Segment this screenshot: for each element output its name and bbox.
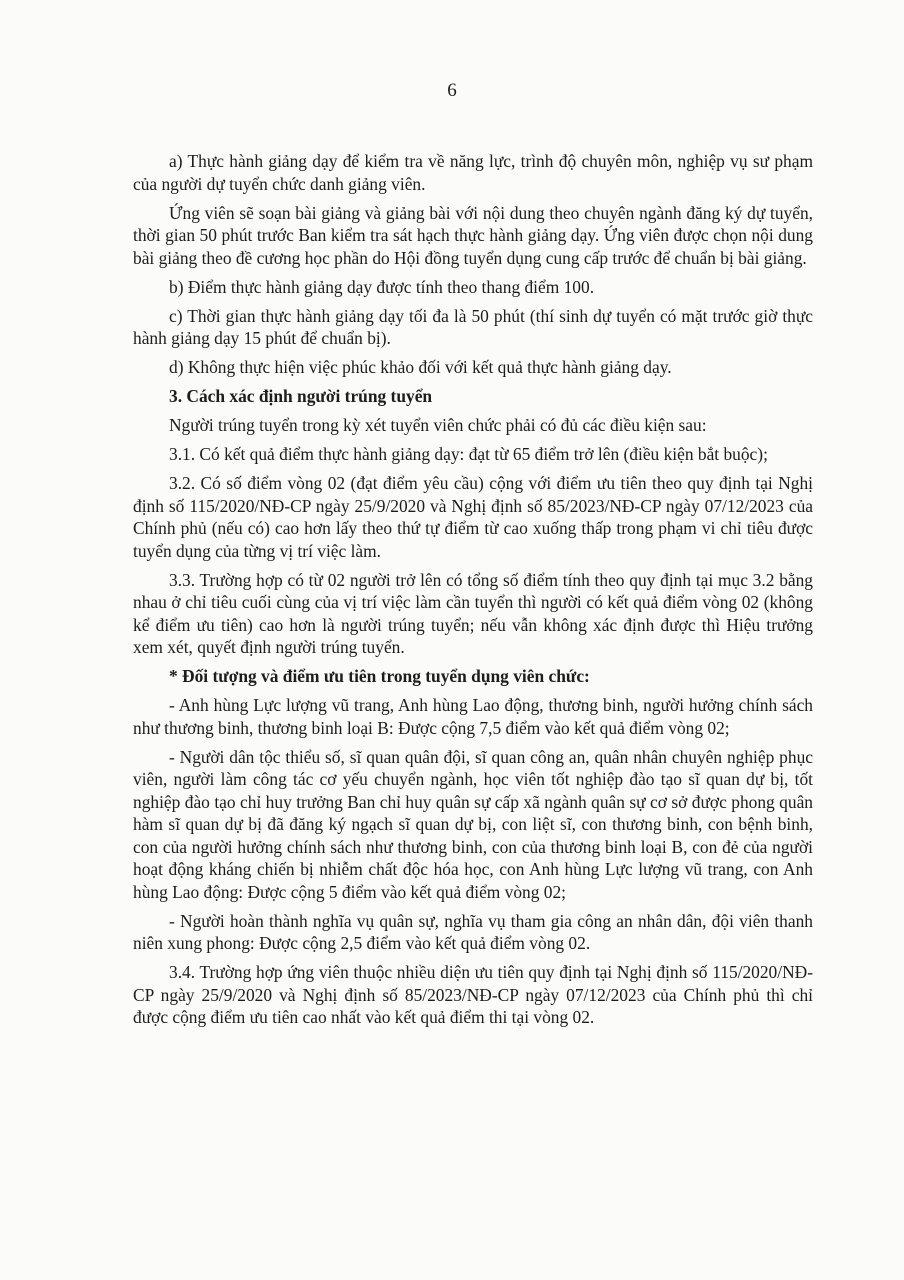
paragraph-d-no-review: d) Không thực hiện việc phúc khảo đối với kết quả thực hành giảng dạy. bbox=[169, 357, 672, 377]
priority-item-7-5-points: - Anh hùng Lực lượng vũ trang, Anh hùng Lao động, thương binh, người hưởng chính sách như thương binh, thương binh loại B: Được cộng 7,5 điểm vào kết quả điểm vòng 02; bbox=[133, 695, 813, 738]
paragraph-3-3: 3.3. Trường hợp có từ 02 người trở lên có tổng số điểm tính theo quy định tại mục 3.2 bằng nhau ở chỉ tiêu cuối cùng của vị trí việc làm cần tuyển thì người có kết quả điểm vòng 02 (không kể điểm ưu tiên) cao hơn là người trúng tuyển; nếu vẫn không xác định được thì Hiệu trưởng xem xét, quyết định người trúng tuyển. bbox=[133, 569, 813, 657]
paragraph-a-teaching-practice: a) Thực hành giảng dạy để kiểm tra về năng lực, trình độ chuyên môn, nghiệp vụ sư phạm của người dự tuyển chức danh giảng viên. bbox=[133, 151, 813, 194]
paragraph-candidate-lecture: Ứng viên sẽ soạn bài giảng và giảng bài với nội dung theo chuyên ngành đăng ký dự tuyển, thời gian 50 phút trước Ban kiểm tra sát hạch thực hành giảng dạy. Ứng viên được chọn nội dung bài giảng theo đề cương học phần do Hội đồng tuyển dụng cung cấp trước để chuẩn bị bài giảng. bbox=[133, 202, 813, 268]
section-heading-3: 3. Cách xác định người trúng tuyển bbox=[169, 386, 433, 406]
priority-item-5-points: - Người dân tộc thiểu số, sĩ quan quân đội, sĩ quan công an, quân nhân chuyên nghiệp phục viên, người làm công tác cơ yếu chuyển ngành, học viên tốt nghiệp đào tạo sĩ quan dự bị, tốt nghiệp đào tạo chỉ huy trưởng Ban chỉ huy quân sự cấp xã ngành quân sự cơ sở được phong quân hàm sĩ quan dự bị đã đăng ký ngạch sĩ quan dự bị, con liệt sĩ, con thương binh, con bệnh binh, con của người hưởng chính sách như thương binh, con của thương binh loại B, con đẻ của người hoạt động kháng chiến bị nhiễm chất độc hóa học, con Anh hùng Lực lượng vũ trang, con Anh hùng Lao động: Được cộng 5 điểm vào kết quả điểm vòng 02; bbox=[133, 746, 813, 902]
priority-item-2-5-points: - Người hoàn thành nghĩa vụ quân sự, nghĩa vụ tham gia công an nhân dân, đội viên thanh niên xung phong: Được cộng 2,5 điểm vào kết quả điểm vòng 02. bbox=[133, 910, 813, 953]
document-body bbox=[133, 150, 813, 1035]
paragraph-c-time-limit: c) Thời gian thực hành giảng dạy tối đa là 50 phút (thí sinh dự tuyển có mặt trước giờ thực hành giảng dạy 15 phút để chuẩn bị). bbox=[133, 305, 813, 348]
priority-heading: * Đối tượng và điểm ưu tiên trong tuyển dụng viên chức: bbox=[169, 666, 590, 686]
paragraph-b-score-scale: b) Điểm thực hành giảng dạy được tính theo thang điểm 100. bbox=[169, 276, 595, 297]
paragraph-3-4: 3.4. Trường hợp ứng viên thuộc nhiều diện ưu tiên quy định tại Nghị định số 115/2020/NĐ-CP ngày 25/9/2020 và Nghị định số 85/2023/NĐ-CP ngày 07/12/2023 của Chính phủ thì chỉ được cộng điểm ưu tiên cao nhất vào kết quả điểm thi tại vòng 02. bbox=[133, 962, 813, 1027]
paragraph-3-1: 3.1. Có kết quả điểm thực hành giảng dạy: đạt từ 65 điểm trở lên (điều kiện bắt buộc); bbox=[169, 444, 768, 464]
paragraph-3-2: 3.2. Có số điểm vòng 02 (đạt điểm yêu cầu) cộng với điểm ưu tiên theo quy định tại Nghị định số 115/2020/NĐ-CP ngày 25/9/2020 và Nghị định số 85/2023/NĐ-CP ngày 07/12/2023 của Chính phủ (nếu có) cao hơn lấy theo thứ tự điểm từ cao xuống thấp trong phạm vi chỉ tiêu được tuyển dụng của từng vị trí việc làm. bbox=[133, 473, 813, 561]
page-number: 6 bbox=[447, 80, 457, 101]
paragraph-conditions-intro: Người trúng tuyển trong kỳ xét tuyển viên chức phải có đủ các điều kiện sau: bbox=[169, 415, 707, 435]
